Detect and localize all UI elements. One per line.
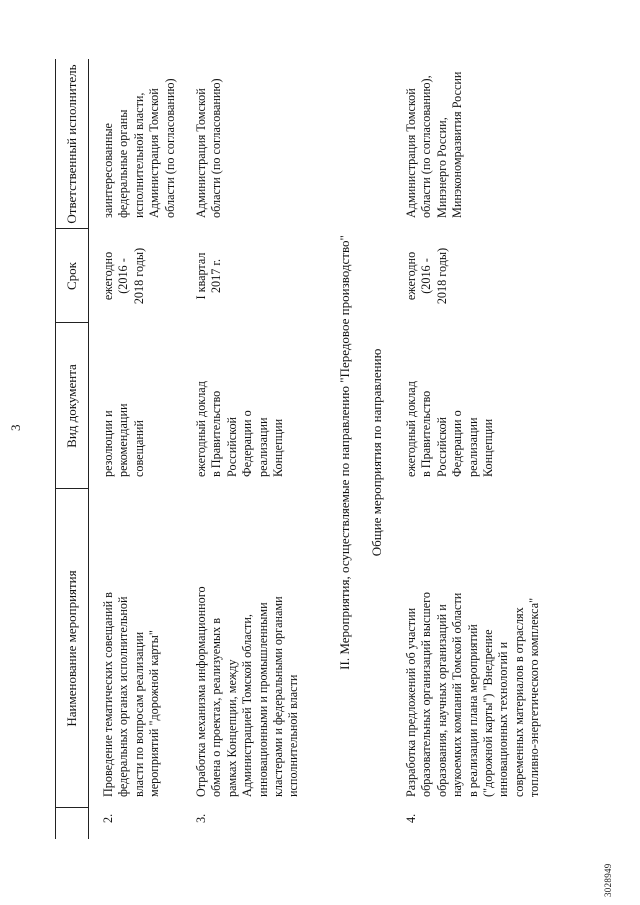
text-line: реализации (465, 417, 480, 477)
responsible-executor (194, 78, 225, 218)
text-line: 2018 годы) (131, 247, 146, 305)
term (194, 229, 225, 323)
text-line: ежегодно (101, 251, 115, 301)
text-line: Российской (224, 416, 239, 477)
text-line: совещаний (131, 420, 146, 477)
responsible-executor (404, 72, 466, 218)
section-title: II. Мероприятия, осуществляемые по направлению "Передовое производство" (337, 235, 352, 670)
text-line: исполнительной власти, (131, 92, 146, 218)
header-top-rule (55, 59, 56, 839)
subsection-title: Общие мероприятия по направлению (369, 348, 384, 557)
text-line: инновационными и промышленными (255, 602, 270, 797)
text-line: реализации (255, 417, 270, 477)
activity-name (404, 592, 543, 797)
text-line: в Правительство (419, 390, 434, 477)
text-line: 2018 годы) (434, 247, 449, 305)
activity-name (194, 586, 302, 797)
text-line: Администрация Томской (404, 88, 418, 218)
text-line: заинтересованные (101, 123, 115, 218)
header-term: Срок (64, 262, 79, 290)
document-code: 3028949 (603, 863, 613, 897)
text-line: области (по согласованию), (419, 75, 434, 218)
text-line: федеральных органах исполнительной (116, 596, 131, 797)
row-number: 3. (194, 813, 208, 823)
text-line: (2016 - (116, 258, 131, 294)
text-line: ежегодный доклад (194, 381, 208, 477)
text-line: Разработка предложений об участии (404, 607, 418, 797)
text-line: I квартал (194, 252, 208, 300)
text-line: резолюции и (101, 410, 115, 477)
text-line: Российской (434, 416, 449, 477)
text-line: ежегодный доклад (404, 381, 418, 477)
text-line: кластерами и федеральными органами (271, 596, 286, 797)
text-line: ежегодно (404, 251, 418, 301)
page-number: 3 (8, 424, 23, 431)
text-line: Концепции (481, 418, 496, 477)
text-line: топливно-энергетического комплекса" (527, 597, 542, 797)
text-line: Концепции (271, 418, 286, 477)
document-type (101, 404, 147, 478)
text-line: в реализации плана мероприятий (465, 624, 480, 797)
text-line: исполнительной власти (286, 674, 301, 797)
text-line: Проведение тематических совещаний в (101, 592, 115, 797)
row-number: 2. (101, 813, 115, 823)
term (404, 229, 450, 323)
text-line: области (по согласованию) (162, 78, 177, 218)
document-type (194, 381, 286, 477)
text-line: ("дорожной карты") "Внедрение (481, 629, 496, 797)
text-line: Федерации о (240, 410, 255, 477)
header-name: Наименование мероприятия (64, 570, 79, 727)
text-line: обмена о проектах, реализуемых в (209, 618, 224, 797)
term (101, 229, 147, 323)
text-line: федеральные органы (116, 109, 131, 218)
text-line: области (по согласованию) (209, 78, 224, 218)
text-line: рекомендации (116, 403, 131, 477)
text-line: 2017 г. (209, 258, 224, 294)
text-line: образования, научных организаций и (434, 604, 449, 797)
text-line: современных материалов в отраслях (511, 607, 526, 797)
header-doc-type: Вид документа (64, 364, 79, 448)
text-line: мероприятий "дорожной карты" (147, 630, 162, 797)
text-line: власти по вопросам реализации (131, 631, 146, 797)
text-line: Администрация Томской (194, 88, 208, 218)
text-line: образовательных организаций высшего (419, 592, 434, 797)
text-line: Администрацией Томской области, (240, 614, 255, 797)
header-bottom-rule (88, 59, 89, 839)
text-line: (2016 - (419, 258, 434, 294)
document-type (404, 381, 496, 477)
row-number: 4. (404, 813, 418, 823)
text-line: рамках Концепции, между (224, 659, 239, 797)
text-line: Минэнерго России, (434, 117, 449, 218)
responsible-executor (101, 78, 178, 218)
activity-name (101, 592, 163, 797)
text-line: инновационных технологий и (496, 641, 511, 797)
text-line: Федерации о (450, 410, 465, 477)
text-line: Минэкономразвития России (450, 71, 465, 218)
header-responsible: Ответственный исполнитель (64, 64, 79, 224)
text-line: Отработка механизма информационного (194, 586, 208, 797)
text-line: наукоемких компаний Томской области (450, 592, 465, 797)
text-line: Администрация Томской (147, 88, 162, 218)
text-line: в Правительство (209, 390, 224, 477)
